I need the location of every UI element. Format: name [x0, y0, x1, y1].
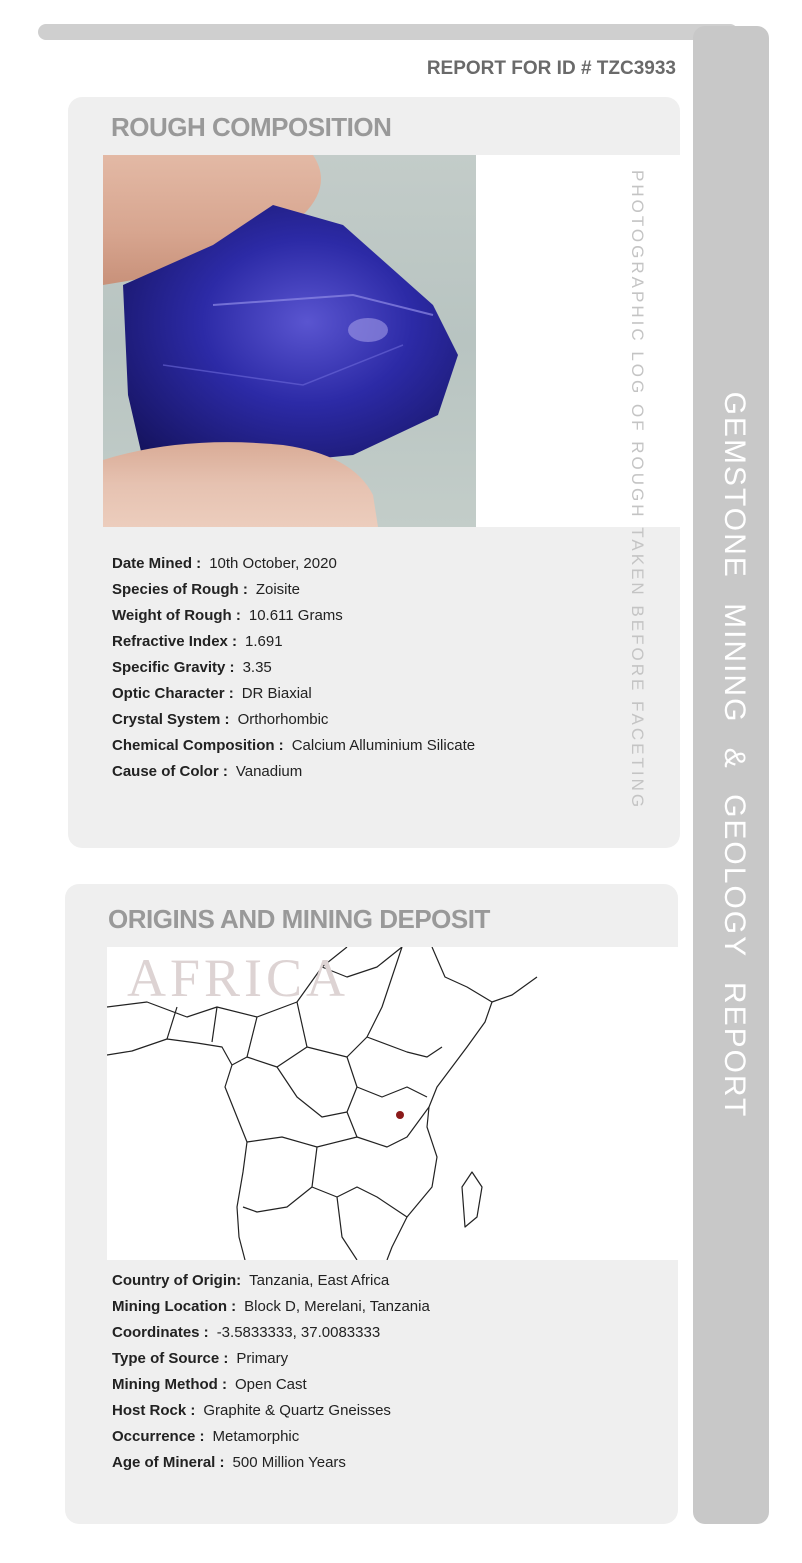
- photo-caption: [626, 170, 648, 810]
- rough-gem-photo: [103, 155, 476, 527]
- spec-row: [112, 581, 475, 607]
- spec-label: Country of Origin:: [112, 1272, 242, 1289]
- spec-row: [112, 555, 475, 581]
- spec-label: Species of Rough :: [112, 581, 248, 598]
- spec-row: [112, 1298, 430, 1324]
- spec-row: [112, 737, 475, 763]
- spec-label: Mining Method :: [112, 1376, 227, 1393]
- photo-caption-line1: PHOTOGRAPHIC LOG OF ROUGH: [628, 170, 647, 520]
- spec-value: 10.611 Grams: [248, 607, 343, 624]
- spec-row: [112, 1350, 430, 1376]
- spec-label: Optic Character :: [112, 685, 234, 702]
- spec-label: Crystal System :: [112, 711, 230, 728]
- spec-row: [112, 1402, 430, 1428]
- spec-label: Date Mined :: [112, 555, 202, 572]
- rough-composition-title: ROUGH COMPOSITION: [111, 112, 392, 142]
- spec-value: Open Cast: [234, 1376, 307, 1393]
- map-watermark: AFRICA: [127, 948, 350, 1008]
- spec-row: [112, 633, 475, 659]
- photo-area: [103, 155, 680, 527]
- spec-label: Weight of Rough :: [112, 607, 241, 624]
- origins-spec-list: [112, 1272, 430, 1480]
- spec-row: [112, 1428, 430, 1454]
- spec-row: [112, 685, 475, 711]
- rough-spec-list: [112, 555, 475, 789]
- spec-value: 3.35: [242, 659, 272, 676]
- spec-label: Host Rock :: [112, 1402, 196, 1419]
- spec-value: 10th October, 2020: [209, 555, 337, 572]
- mine-location-marker: [396, 1111, 404, 1119]
- africa-map: [107, 947, 678, 1260]
- report-id: REPORT FOR ID # TZC3933: [426, 58, 676, 79]
- spec-value: Graphite & Quartz Gneisses: [203, 1402, 391, 1419]
- spec-row: [112, 1376, 430, 1402]
- spec-label: Refractive Index :: [112, 633, 238, 650]
- spec-label: Occurrence :: [112, 1428, 205, 1445]
- spec-value: DR Biaxial: [241, 685, 312, 702]
- spec-value: Calcium Alluminium Silicate: [291, 737, 476, 754]
- spec-value: Vanadium: [235, 763, 303, 780]
- spec-value: Primary: [236, 1350, 289, 1367]
- spec-value: 500 Million Years: [232, 1454, 346, 1471]
- spec-row: [112, 607, 475, 633]
- spec-row: [112, 659, 475, 685]
- spec-value: Orthorhombic: [237, 711, 329, 728]
- side-title: GEMSTONE MINING & GEOLOGY REPORT: [718, 391, 751, 1119]
- spec-label: Mining Location :: [112, 1298, 237, 1315]
- spec-value: Tanzania, East Africa: [249, 1272, 390, 1289]
- spec-value: Metamorphic: [212, 1428, 300, 1445]
- spec-label: Specific Gravity :: [112, 659, 235, 676]
- spec-value: Block D, Merelani, Tanzania: [244, 1298, 430, 1315]
- spec-value: -3.5833333, 37.0083333: [216, 1324, 381, 1341]
- top-rail: [38, 24, 738, 40]
- spec-label: Coordinates :: [112, 1324, 209, 1341]
- spec-row: [112, 1454, 430, 1480]
- spec-row: [112, 763, 475, 789]
- spec-row: [112, 1272, 430, 1298]
- spec-label: Age of Mineral :: [112, 1454, 225, 1471]
- spec-row: [112, 711, 475, 737]
- origins-title: ORIGINS AND MINING DEPOSIT: [108, 904, 490, 934]
- spec-label: Cause of Color :: [112, 763, 228, 780]
- spec-value: Zoisite: [255, 581, 301, 598]
- spec-row: [112, 1324, 430, 1350]
- photo-caption-line2: TAKEN BEFORE FACETING: [628, 527, 647, 811]
- spec-label: Chemical Composition :: [112, 737, 284, 754]
- spec-label: Type of Source :: [112, 1350, 229, 1367]
- spec-value: 1.691: [245, 633, 283, 650]
